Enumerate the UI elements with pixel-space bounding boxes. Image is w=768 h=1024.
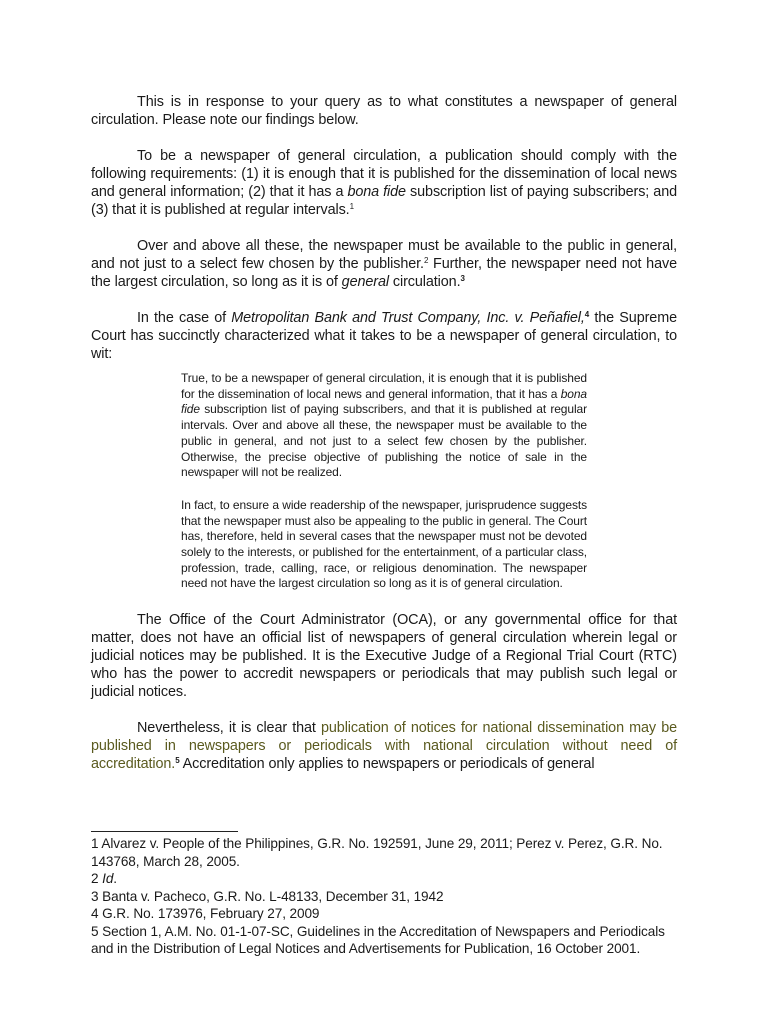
requirements-text-2: subscription list of paying subscribers; and (3) that it is published at regular intervals.	[91, 184, 677, 218]
quote1-text-1: True, to be a newspaper of general circulation, it is enough that it is published for the dissemination of local news and general information, that it has a	[181, 371, 587, 401]
quote1-text-2: subscription list of paying subscribers, and that it is published at regular intervals. Over and above all these, the newspaper must be available to the public in general, and not just to a select few chosen by the publisher. Otherwise, the precise objective of publishing the notice of sale in the newspaper will not be realized.	[181, 402, 587, 480]
footnote-2-italic: Id	[102, 871, 114, 886]
oca-text: The Office of the Court Administrator (OCA), or any governmental office for that matter, does not have an official list of newspapers of general circulation wherein legal or judicial notices may be published. It is the Executive Judge of a Regional Trial Court (RTC) who has the power to accredit newspapers or periodicals that may publish such legal or judicial notices.	[91, 612, 677, 701]
requirements-italic: bona fide	[347, 184, 406, 200]
paragraph-oca	[91, 611, 677, 701]
footnote-separator	[91, 831, 238, 832]
paragraph-intro	[91, 93, 677, 129]
quote2-text: In fact, to ensure a wide readership of the newspaper, jurisprudence suggests that the newspaper must also be appealing to the public in general. The Court has, therefore, held in several cases that the newspaper must not be devoted solely to the interests, or published for the entertainment, of a particular class, profession, trade, calling, race, or religious denomination. The newspaper need not have the largest circulation so long as it is of general circulation.	[181, 497, 587, 591]
paragraph-case	[91, 309, 677, 363]
footnote-2-end: .	[113, 871, 117, 886]
paragraph-intro-text: This is in response to your query as to what constitutes a newspaper of general circulation. Please note our findings below.	[91, 94, 677, 128]
footnote-ref-5[interactable]: 5	[175, 756, 180, 766]
highlighted-text: publication of notices for national dissemination may be published in newspapers or periodicals with national circulation without need of accreditation.	[91, 720, 678, 773]
document-body	[91, 93, 677, 791]
availability-text-3: circulation.	[388, 274, 461, 290]
case-text-2: the Supreme Court has succinctly characterized what it takes to be a newspaper of general circulation, to wit:	[91, 310, 677, 362]
footnote-4: 4 G.R. No. 173976, February 27, 2009	[91, 906, 320, 921]
footnote-ref-1[interactable]: 1	[349, 202, 354, 211]
availability-text-1: Over and above all these, the newspaper must be available to the public in general, and not just to a select few chosen by the publisher.	[91, 238, 677, 272]
paragraph-nevertheless	[91, 719, 677, 773]
footnote-2	[91, 870, 681, 888]
footnote-ref-4[interactable]: 4	[584, 310, 590, 319]
paragraph-availability	[91, 237, 677, 291]
footnote-ref-2[interactable]: 2	[423, 256, 429, 265]
footnote-2-number: 2	[91, 871, 103, 886]
quote-paragraph-2	[181, 498, 587, 592]
quote-paragraph-1	[181, 371, 587, 481]
availability-italic: general	[341, 274, 389, 290]
footnote-3: 3 Banta v. Pacheco, G.R. No. L-48133, December 31, 1942	[91, 888, 444, 904]
requirements-text-1: To be a newspaper of general circulation, a publication should comply with the following requirements: (1) it is enough that it is published for the dissemination of local news and general information; (2) that it has a	[91, 148, 677, 200]
nevertheless-text-1: Nevertheless, it is clear that	[137, 720, 321, 737]
footnotes	[91, 835, 681, 958]
block-quote	[181, 371, 587, 592]
nevertheless-text-2: Accreditation only applies to newspapers or periodicals of general	[179, 756, 595, 773]
footnote-ref-3[interactable]: 3	[460, 274, 465, 283]
paragraph-requirements	[91, 147, 677, 219]
quote1-italic: bona fide	[181, 386, 587, 417]
footnote-1: 1 Alvarez v. People of the Philippines, G.R. No. 192591, June 29, 2011; Perez v. Perez, G.R. No. 143768, March 28, 2005.	[91, 836, 663, 869]
footnote-5: 5 Section 1, A.M. No. 01-1-07-SC, Guidelines in the Accreditation of Newspapers and Periodicals and in the Distribution of Legal Notices and Advertisements for Publication, 16 October 2001.	[91, 923, 665, 956]
availability-text-2: Further, the newspaper need not have the largest circulation, so long as it is of	[91, 256, 677, 290]
case-name-italic: Metropolitan Bank and Trust Company, Inc. v. Peñafiel,	[231, 310, 585, 326]
case-text-1: In the case of	[137, 310, 232, 326]
